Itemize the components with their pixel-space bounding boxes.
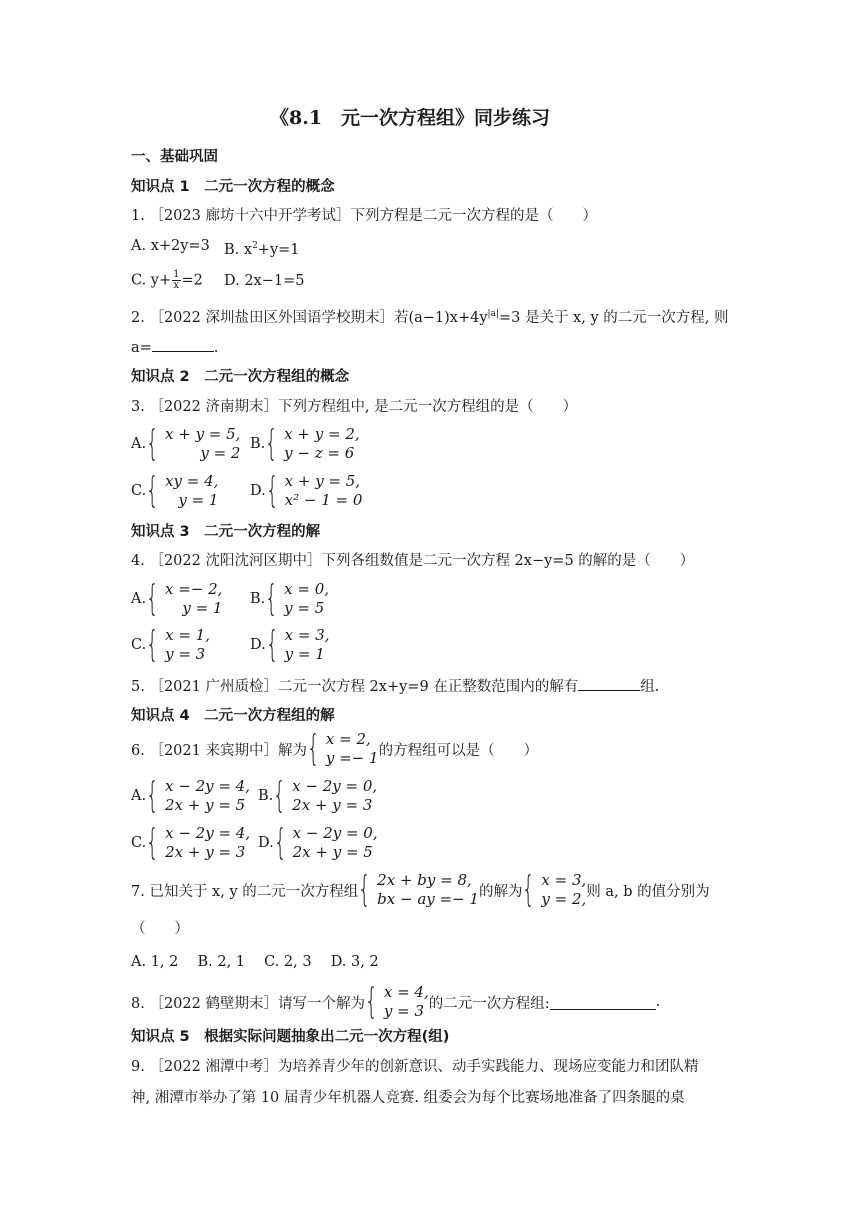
section-heading: 一、基础巩固 xyxy=(131,149,218,165)
q6-option-d: D. { x − 2y = 0, 2x + y = 5 xyxy=(258,822,378,863)
q3-option-c: C. { xy = 4, y = 1 xyxy=(131,470,219,511)
q6-option-b: B. { x − 2y = 0, 2x + y = 3 xyxy=(258,775,378,816)
knowledge-point-1: 知识点 1 二元一次方程的概念 xyxy=(131,179,335,195)
q1-option-d: D. 2x−1=5 xyxy=(224,273,305,289)
question-6: 6. ［2021 来宾期中］解为 { x = 2, y =− 1 的方程组可以是（ ） xyxy=(131,728,539,769)
q1-option-b: B. $x^2+y=1$ xyxy=(224,241,300,258)
q6-option-a: A. { x − 2y = 4, 2x + y = 5 xyxy=(131,775,250,816)
q3-option-b: B. { x + y = 2, y − z = 6 xyxy=(250,423,360,464)
question-7: 7. 已知关于 x, y 的二元一次方程组 { 2x + by = 8, bx − ay =− 1 的解为 { x = 3, y = 2, 则 a, b 的值分别为 xyxy=(131,869,710,910)
knowledge-point-2: 知识点 2 二元一次方程组的概念 xyxy=(131,369,350,385)
question-9-line1: 9. ［2022 湘潭中考］为培养青少年的创新意识、动手实践能力、现场应变能力和团队精 xyxy=(131,1059,699,1075)
q6-option-c: C. { x − 2y = 4, 2x + y = 3 xyxy=(131,822,251,863)
q1-option-a: A. x+2y=3 xyxy=(131,238,210,254)
knowledge-point-5: 知识点 5 根据实际问题抽象出二元一次方程(组) xyxy=(131,1029,450,1045)
q4-option-a: A. { x =− 2, y = 1 xyxy=(131,578,223,619)
q1-option-c: C. y+ $\frac{1}{x}$ =2 xyxy=(131,269,203,291)
question-2: 2. ［2022 深圳盐田区外国语学校期末］若$(a-1)x+4y^{|a|}=3$ 是关于 x, y 的二元一次方程, 则 xyxy=(131,309,729,326)
answer-blank[interactable] xyxy=(152,337,214,352)
question-9-line2: 神, 湘潭市举办了第 10 届青少年机器人竞赛. 组委会为每个比赛场地准备了四条腿的桌 xyxy=(131,1090,685,1106)
q4-option-c: C. { x = 1, y = 3 xyxy=(131,624,210,665)
question-7-paren: （ ） xyxy=(131,921,189,937)
q3-option-d: D. { x + y = 5, x² − 1 = 0 xyxy=(250,470,363,511)
knowledge-point-4: 知识点 4 二元一次方程组的解 xyxy=(131,708,335,724)
answer-blank[interactable] xyxy=(578,676,640,691)
question-2-line2: a= . xyxy=(131,337,218,357)
knowledge-point-3: 知识点 3 二元一次方程的解 xyxy=(131,524,321,540)
question-8: 8. ［2022 鹤壁期末］请写一个解为 { x = 4, y = 3 的二元一次方程组: . xyxy=(131,981,661,1022)
question-4: 4. ［2022 沈阳沈河区期中］下列各组数值是二元一次方程 2x−y=5 的解的是（ ） xyxy=(131,553,695,569)
page-title: 《8.1 元一次方程组》同步练习 xyxy=(270,107,551,129)
q3-option-a: A. { x + y = 5, y = 2 xyxy=(131,423,241,464)
q4-option-d: D. { x = 3, y = 1 xyxy=(250,624,330,665)
question-7-options: A. 1, 2 B. 2, 1 C. 2, 3 D. 3, 2 xyxy=(131,954,379,970)
question-5: 5. ［2021 广州质检］二元一次方程 2x+y=9 在正整数范围内的解有 组. xyxy=(131,676,659,696)
q4-option-b: B. { x = 0, y = 5 xyxy=(250,578,330,619)
question-1: 1. ［2023 廊坊十六中开学考试］下列方程是二元一次方程的是（ ） xyxy=(131,208,597,224)
question-3: 3. ［2022 济南期末］下列方程组中, 是二元一次方程组的是（ ） xyxy=(131,399,578,415)
answer-blank[interactable] xyxy=(550,995,656,1010)
